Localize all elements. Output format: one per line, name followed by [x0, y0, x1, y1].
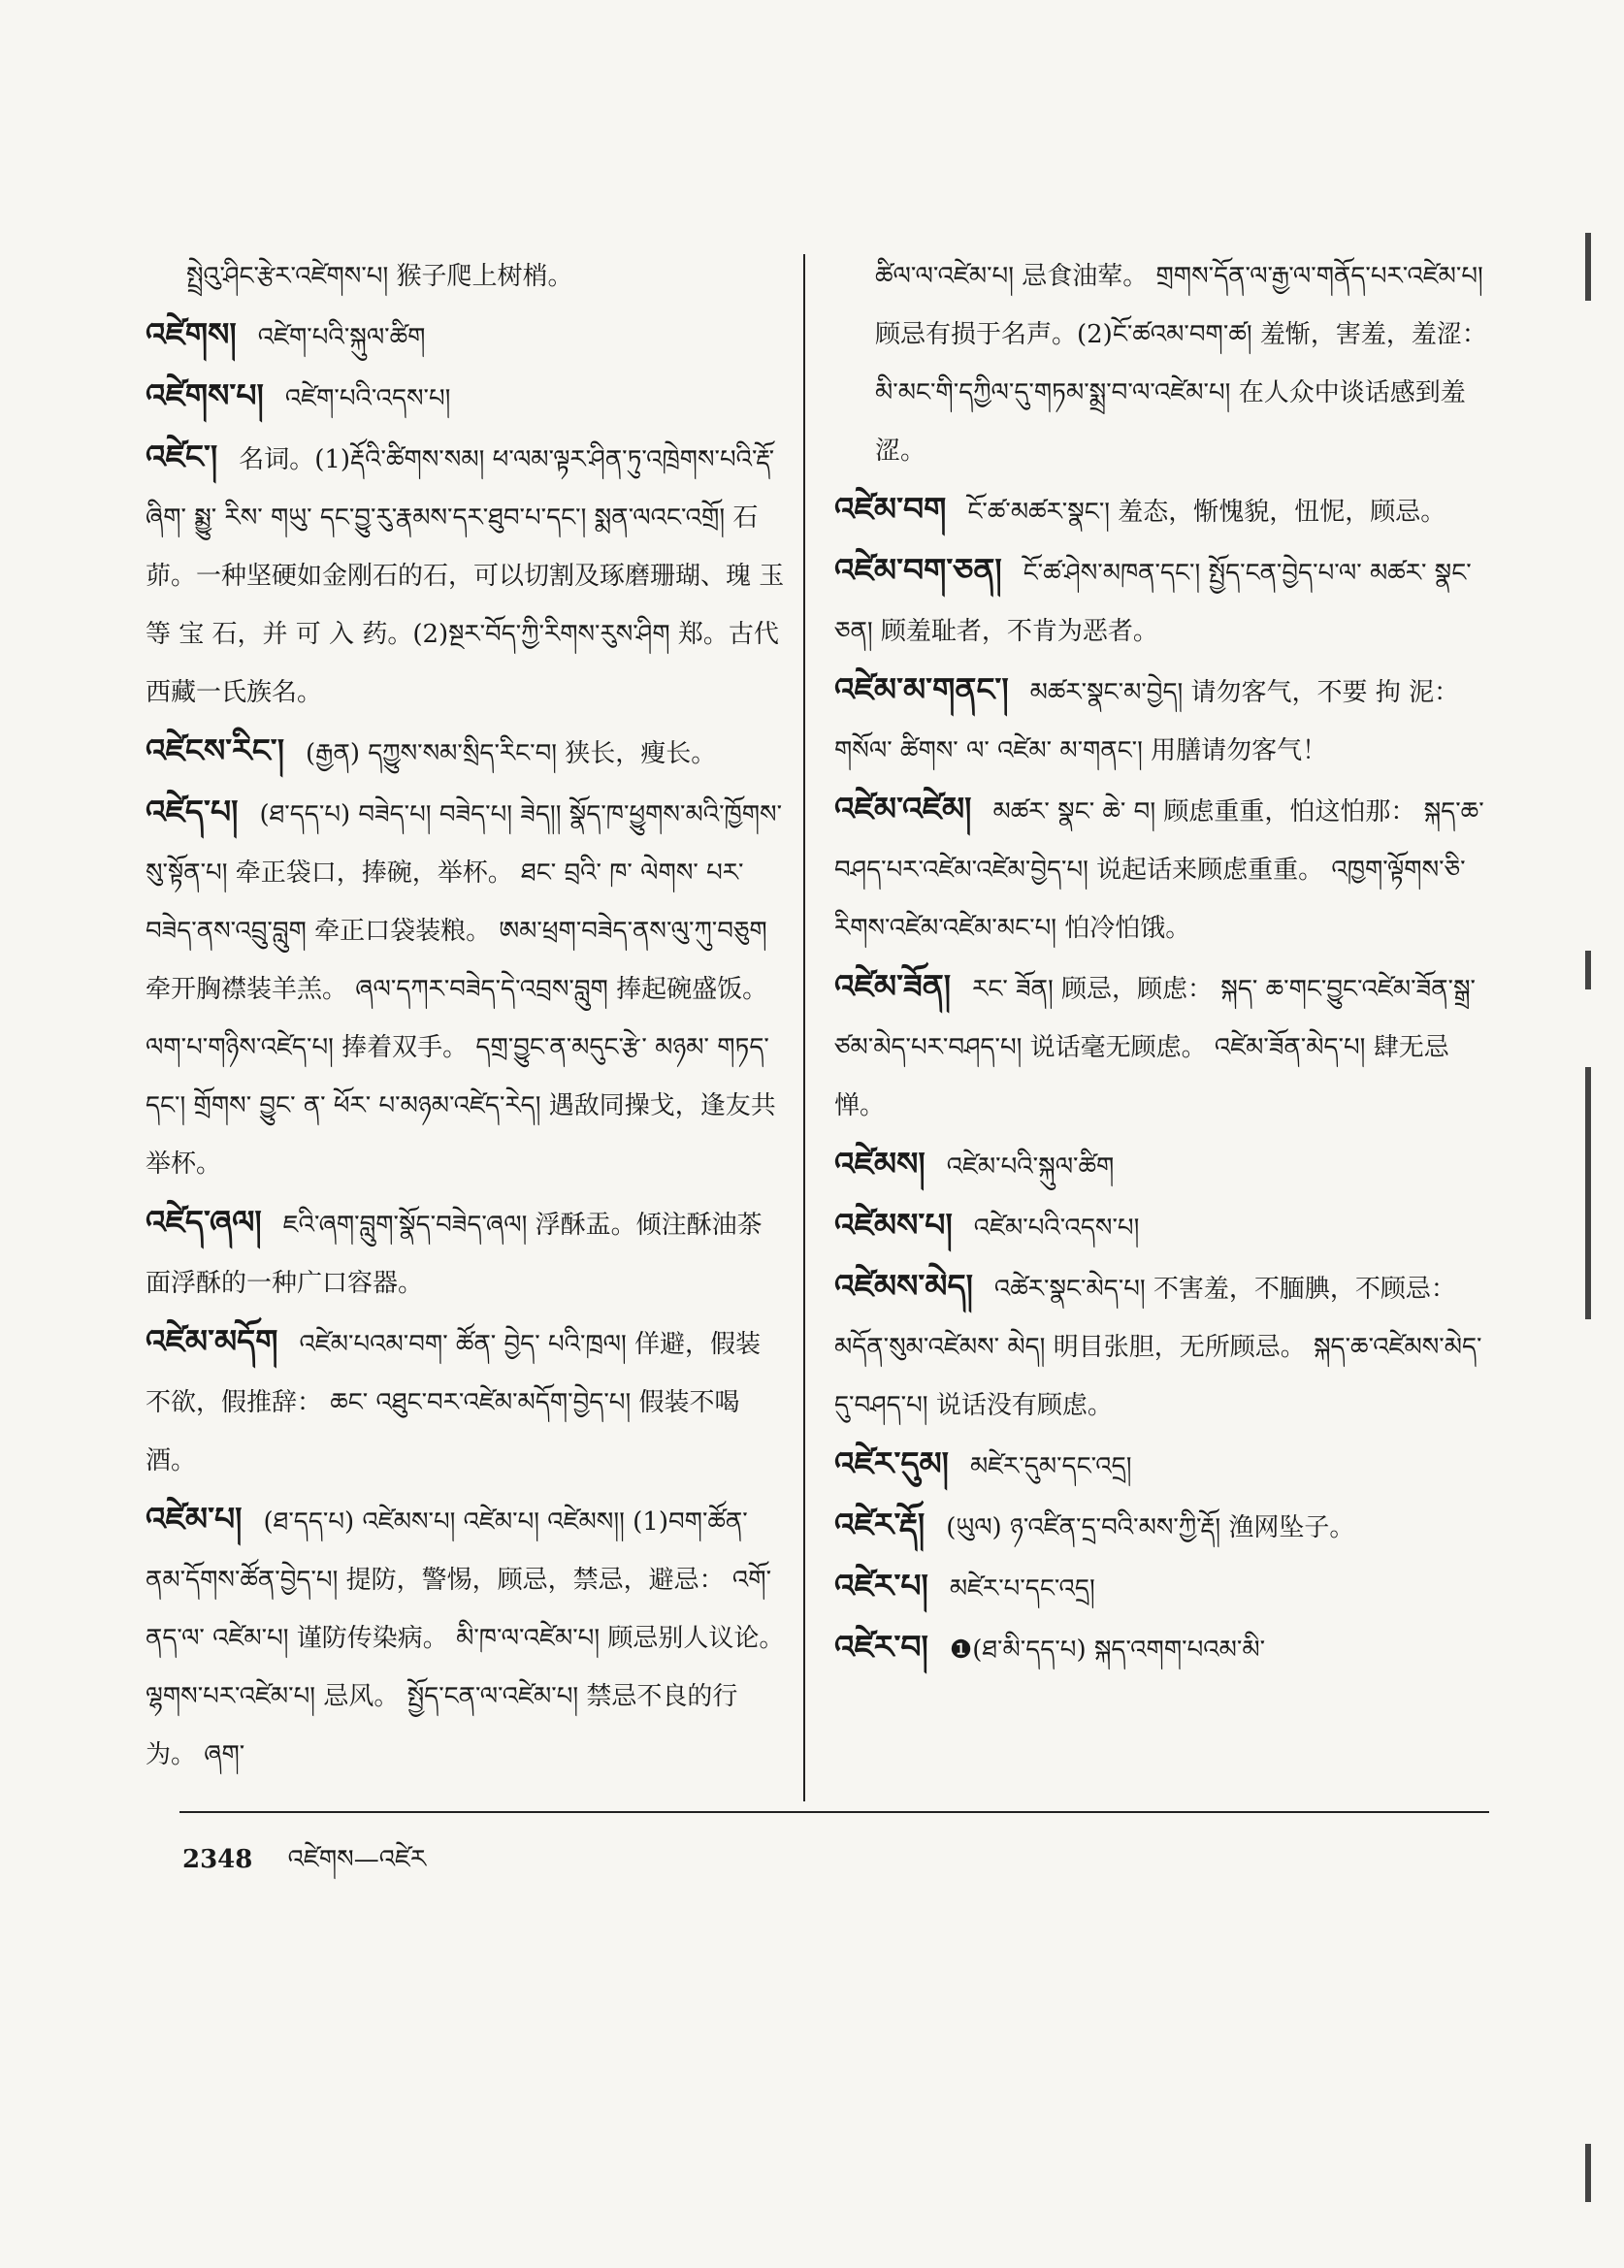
- entry-headword: འཛེར་དུམ།: [834, 1444, 950, 1482]
- entry-definition: འཛེམ་པའི་འདས་པ།: [973, 1214, 1140, 1243]
- entry-definition: འཚེར་སྣང་མེད་པ། 不害羞，不腼腆，不顾忌： མདོན་སུམ་འཛེམས་ མེད། 明目张胆，无所顾忌。 སྐད་ཆ་འཛེམས་མེད་དུ་བཤད་པ། 说话没有顾虑。: [834, 1275, 1482, 1420]
- entry-headword: འཛེད་པ།: [146, 793, 239, 830]
- entry-definition: 名词。(1)རྡོའི་ཚིགས་སམ། ཕ་ལམ་ལྟར་ཤིན་ཏུ་འཁྲེགས་པའི་རྡོ་ ཞིག་ སྨྱུ་ རིས་ གཡུ་ དང་བྱུ་རུ་རྣམས་དར་ཐུབ་པ་དང་། སྨན་ལའང་འགྲོ། 石茆。一种坚硬如金刚石的石，可以切割及琢磨珊瑚、瑰 玉 等 宝 石，并 可 入 药。(2)སྔར་བོད་ཀྱི་རིགས་རུས་ཤིག 郑。古代西藏一氏族名。: [146, 445, 785, 707]
- entry-definition: ཇའི་ཞག་བླུག་སྣོད་བཟེད་ཞལ། 浮酥盂。倾注酥油茶面浮酥的一种广口容器。: [146, 1211, 763, 1298]
- entry-definition: སྤྲེའུ་ཤིང་རྩེར་འཛེགས་པ། 猴子爬上树梢。: [186, 262, 573, 291]
- column-divider: [803, 254, 805, 1801]
- entry-headword: འཛེམས།: [834, 1145, 926, 1183]
- dictionary-entry: [146, 1193, 786, 1312]
- entry-headword: འཛེམ་མ་གནང་།: [834, 670, 1009, 708]
- dictionary-entry: [146, 428, 786, 722]
- dictionary-entry: [146, 247, 786, 306]
- dictionary-entry: [146, 367, 786, 428]
- dictionary-entry: [834, 480, 1494, 541]
- entry-headword: འཛེགས་པ།: [146, 376, 264, 414]
- entry-headword: འཛེམ་འཛེམ།: [834, 790, 972, 827]
- page-range: འཛེགས—འཛེར: [287, 1845, 427, 1874]
- entry-definition: མཛེར་པ་དང་འདྲ།: [949, 1574, 1095, 1604]
- dictionary-entry: [146, 783, 786, 1193]
- dictionary-entry: [834, 1618, 1494, 1679]
- entry-headword: འཛེར་རྡོ།: [834, 1506, 926, 1543]
- dictionary-entry: [834, 957, 1494, 1135]
- dictionary-entry: [146, 1312, 786, 1490]
- dictionary-entry: [146, 306, 786, 367]
- entry-headword: འཛེད་ཞལ།: [146, 1203, 262, 1241]
- dictionary-entry: [834, 541, 1494, 661]
- dictionary-entry: [834, 661, 1494, 780]
- footer-rule: [179, 1811, 1489, 1813]
- dictionary-entry: [834, 247, 1494, 480]
- entry-headword: འཛེགས།: [146, 315, 237, 353]
- dictionary-entry: [834, 1135, 1494, 1196]
- scan-edge-marks: [1585, 0, 1595, 2268]
- entry-definition: ❶(ཐ་མི་དད་པ) སྐད་འགག་པའམ་མི་: [949, 1636, 1266, 1665]
- dictionary-entry: [834, 780, 1494, 957]
- entry-headword: འཛེམ་བག: [834, 490, 947, 528]
- page-number: 2348: [182, 1845, 253, 1874]
- entry-definition: ངོ་ཚ་མཚར་སྣང་། 羞态，惭愧貌，忸怩，顾忌。: [967, 498, 1446, 527]
- right-column: [834, 247, 1494, 1679]
- entry-definition: མཚར་སྣང་མ་བྱེད། 请勿客气，不要 拘 泥： གསོལ་ ཚིགས་ ལ་ འཛེམ་ མ་གནང་། 用膳请勿客气！: [834, 678, 1460, 765]
- entry-headword: འཛེར་པ།: [834, 1567, 928, 1604]
- entry-definition: (ཡུལ) ཉ་འཛིན་དྲ་བའི་མས་ཀྱི་རྡོ། 渔网坠子。: [946, 1513, 1355, 1542]
- entry-definition: (ཐ་དད་པ) འཛེམས་པ། འཛེམ་པ། འཛེམས།། (1)བག་ཚོན་ནམ་དོགས་ཚོན་བྱེད་པ། 提防，警惕，顾忌，禁忌，避忌： འགོ་ ནད་ལ་ འཛེམ་པ། 谨防传染病。 མི་ཁ་ལ་འཛེམ་པ། 顾忌别人议论。 ལྷགས་པར་འཛེམ་པ། 忌风。 སྤྱོད་ངན་ལ་འཛེམ་པ། 禁忌不良的行为。 ཞག་: [146, 1507, 785, 1769]
- entry-headword: འཛེམ་ཟོན།: [834, 967, 952, 1005]
- entry-definition: (ཐ་དད་པ) བཟེད་པ། བཟེད་པ། ཟེད།། སྣོད་ཁ་ཕྱུགས་མའི་ཁྱོགས་སུ་སྟོན་པ། 牵正袋口，捧碗，举杯。 ཐང་ བྲའི་ ཁ་ ལེགས་ པར་བཟེད་ནས་འབྲུ་བླུག 牵正口袋装粮。 ཨམ་ཕྲག་བཟེད་ནས་ལུ་ཀུ་བཅུག 牵开胸襟装羊羔。 ཞལ་དཀར་བཟེད་དེ་འབྲས་བླུག 捧起碗盛饭。 ལག་པ་གཉིས་འཛེད་པ། 捧着双手。 དགྲ་བྱུང་ན་མདུང་རྩེ་ མཉམ་ གཏད་ དང་། གྲོགས་ བྱུང་ ན་ ཕོར་ པ་མཉམ་འཛེད་རེད། 遇敌同操戈，逢友共举杯。: [146, 800, 783, 1179]
- page-footer: [182, 1831, 426, 1902]
- entry-headword: འཛེམ་པ།: [146, 1500, 243, 1538]
- entry-definition: ཚིལ་ལ་འཛེམ་པ། 忌食油荤。 གྲགས་དོན་ལ་རྒྱ་ལ་གནོད་པར་འཛེམ་པ། 顾忌有损于名声。(2)ངོ་ཚའམ་བག་ཚ། 羞惭，害羞，羞涩： མི་མང་གི་དཀྱིལ་དུ་གཏམ་སྨྲ་བ་ལ་འཛེམ་པ། 在人众中谈话感到羞涩。: [875, 262, 1487, 466]
- entry-definition: འཛེམ་པའམ་བག་ ཚོན་ བྱེད་ པའི་ཁྲལ། 佯避，假装不欲，假推辞： ཆང་ འཐུང་བར་འཛེམ་མདོག་བྱེད་པ། 假装不喝酒。: [146, 1330, 762, 1475]
- entry-definition: མཛེར་དུམ་དང་འདྲ།: [970, 1452, 1132, 1481]
- dictionary-entry: [146, 722, 786, 783]
- dictionary-entry: [834, 1557, 1494, 1618]
- dictionary-entry: [146, 1490, 786, 1784]
- entry-definition: རང་ ཟོན། 顾忌，顾虑： སྐད་ ཆ་གང་བྱུང་འཛེམ་ཟོན་སྒྲ་ཙམ་མེད་པར་བཤད་པ། 说话毫无顾虑。 འཛེམ་ཟོན་མེད་པ། 肆无忌惮。: [834, 975, 1477, 1120]
- entry-definition: ངོ་ཚ་ཤེས་མཁན་དང་། སྤྱོད་ངན་བྱེད་པ་ལ་ མཚར་ སྣང་ ཅན། 顾羞耻者，不肯为恶者。: [834, 559, 1472, 646]
- entry-headword: འཛེར་བ།: [834, 1628, 928, 1666]
- left-column: [146, 247, 786, 1784]
- entry-headword: འཛེམ་བག་ཅན།: [834, 551, 1002, 589]
- dictionary-entry: [834, 1196, 1494, 1257]
- entry-definition: མཚར་ སྣང་ ཆེ་ བ། 顾虑重重，怕这怕那： སྐད་ཆ་བཤད་པར་འཛེམ་འཛེམ་བྱེད་པ། 说起话来顾虑重重。 འཁྱག་ལྟོགས་ཅི་རིགས་འཛེམ་འཛེམ་མང་པ། 怕冷怕饿。: [834, 797, 1484, 943]
- entry-headword: འཛེང་།: [146, 437, 218, 475]
- entry-headword: འཛེམས་མེད།: [834, 1267, 973, 1305]
- dictionary-entry: [834, 1496, 1494, 1557]
- entry-headword: འཛེམ་མདོག: [146, 1322, 278, 1360]
- entry-definition: འཛེག་པའི་འདས་པ།: [284, 384, 451, 413]
- entry-definition: འཛེག་པའི་སྐུལ་ཚིག: [257, 323, 426, 352]
- dictionary-entry: [834, 1257, 1494, 1435]
- dictionary-entry: [834, 1435, 1494, 1496]
- entry-headword: འཛེངས་རིང་།: [146, 731, 285, 769]
- entry-headword: འཛེམས་པ།: [834, 1206, 953, 1244]
- entry-definition: འཛེམ་པའི་སྐུལ་ཚིག: [946, 1152, 1115, 1182]
- entry-definition: (རྒྱན) དཀྱུས་སམ་སྲིད་རིང་བ། 狭长，瘦长。: [306, 739, 717, 768]
